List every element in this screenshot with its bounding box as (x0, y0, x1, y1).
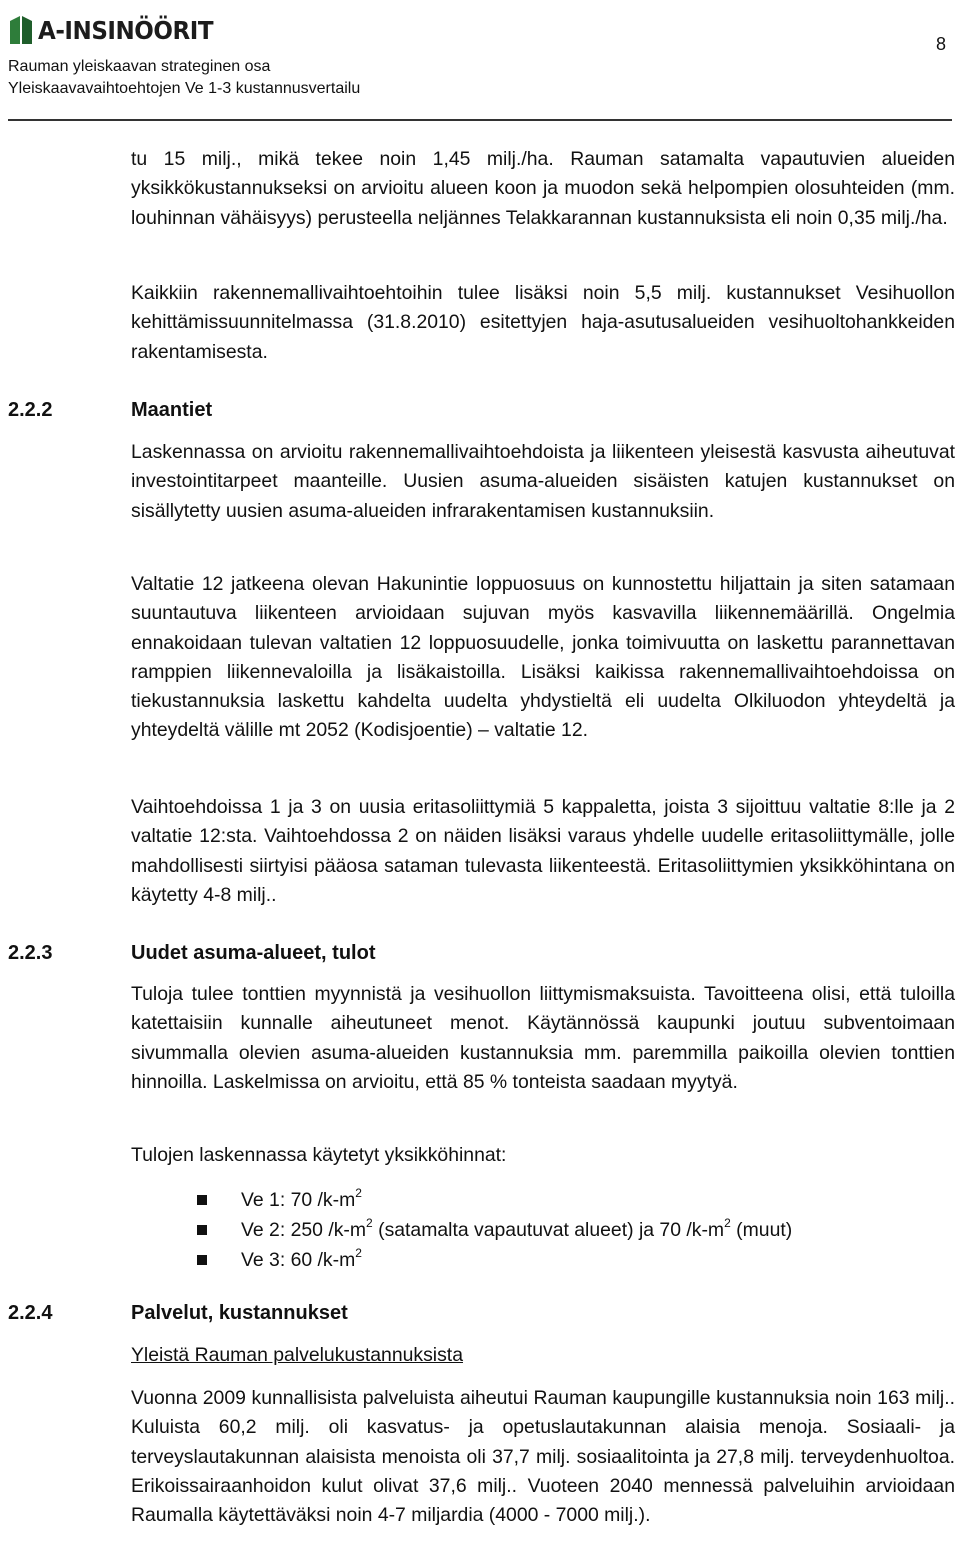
paragraph: Valtatie 12 jatkeena olevan Hakunintie loppuosuus on kunnostettu hiljattain ja siten satamaan suuntautuva liikenteen arvioidaan sujuvan myös kasvavilla liikennemäärillä. Ongelmia ennakoidaan tulevan valtatien 12 loppuosuudelle, jonka toimivuutta on laskettu parannettavan ramppien liikennevaloilla ja lisäkaistoilla. Lisäksi kaikissa rakennemallivaihtoehdoissa on tiekustannuksia laskettu kahdelta uudelta yhdystieltä eli uudelta Olkiluodon yhteydeltä ja yhteydeltä välille mt 2052 (Kodisjoentie) – valtatie 12. (131, 573, 955, 742)
list-item: Ve 1: 70 $/k-m^2$ (197, 1185, 792, 1215)
section-title: Maantiet (131, 399, 213, 421)
paragraph: Laskennassa on arvioitu rakennemallivaihtoehdoista ja liikenteen yleisestä kasvusta aiheutuvat investointitarpeet maanteille. Uusien asuma-alueiden sisäisten katujen kustannukset on sisällytetty uusien asuma-alueiden infrarakentamisen kustannuksiin. (131, 441, 955, 522)
page-number: 8 (935, 34, 946, 54)
section-title: Palvelut, kustannukset (131, 1302, 348, 1324)
price-list (197, 1185, 792, 1275)
subsection-title: Yleistä Rauman palvelukustannuksista (131, 1344, 463, 1366)
paragraph: Kaikkiin rakennemallivaihtoehtoihin tulee lisäksi noin 5,5 milj. kustannukset Vesihuollon kehittämissuunnitelmassa (31.8.2010) esitettyjen haja-asutusalueiden vesihuoltohankkeiden rakentamisesta. (131, 282, 955, 363)
paragraph: Tulojen laskennassa käytetyt yksikköhinnat: (131, 1144, 507, 1166)
logo-text: A-INSINÖÖRIT (38, 15, 214, 45)
square-bullet-icon (197, 1195, 207, 1205)
section-number: 2.2.3 (8, 942, 53, 964)
list-item: Ve 2: 250 $/k-m^2$ (satamalta vapautuvat alueet) ja 70 $/k-m^2$ (muut) (197, 1215, 792, 1245)
paragraph: tu 15 milj., mikä tekee noin 1,45 milj./ha. Rauman satamalta vapautuvien alueiden yksikkökustannukseksi on arvioitu alueen koon ja muodon sekä helpompien olosuhteiden (mm. louhinnan vähäisyys) perusteella neljännes Telakkarannan kustannuksista eli noin 0,35 milj./ha. (131, 148, 955, 229)
paragraph: Vaihtoehdoissa 1 ja 3 on uusia eritasoliittymiä 5 kappaletta, joista 3 sijoittuu valtatie 8:lle ja 2 valtatie 12:sta. Vaihtoehdossa 2 on näiden lisäksi varaus yhdelle uudelle eritasoliittymälle, jolle mahdollisesti siirtyisi pääosa sataman tulevasta liikenteestä. Eritasoliittymien yksikköhintana on käytetty 4-8 milj.. (131, 796, 955, 906)
header-divider (8, 119, 952, 121)
document-title: Rauman yleiskaavan strateginen osa (8, 58, 271, 75)
document-subtitle: Yleiskaavavaihtoehtojen Ve 1-3 kustannusvertailu (8, 80, 361, 97)
logo-mark-icon (8, 15, 34, 45)
square-bullet-icon (197, 1255, 207, 1265)
section-title: Uudet asuma-alueet, tulot (131, 942, 376, 964)
section-number: 2.2.2 (8, 399, 53, 421)
company-logo (8, 14, 228, 46)
paragraph: Vuonna 2009 kunnallisista palveluista aiheutui Rauman kaupungille kustannuksia noin 163 milj.. Kuluista 60,2 milj. oli kasvatus- ja opetuslautakunnan alaisia menoja. Sosiaali- ja terveyslautakunnan alaisista menoista oli 37,7 milj. sosiaalitointa ja 27,8 milj. terveydenhuoltoa. Erikoissairaanhoidon kulut olivat 37,6 milj.. Vuoteen 2040 mennessä palveluihin arvioidaan Raumalla käytettäväksi noin 4-7 miljardia (4000 - 7000 milj.). (131, 1387, 955, 1527)
page-header (0, 0, 960, 120)
paragraph: Tuloja tulee tonttien myynnistä ja vesihuollon liittymismaksuista. Tavoitteena olisi, että tuloilla katettaisiin kunnalle aiheutuneet menot. Käytännössä kaupunki joutuu subventoimaan sivummalla olevien asuma-alueiden kustannuksia mm. paremmilla paikoilla olevien tonttien hinnoilla. Laskelmissa on arvioitu, että 85 % tonteista saadaan myytyä. (131, 983, 955, 1093)
section-number: 2.2.4 (8, 1302, 53, 1324)
square-bullet-icon (197, 1225, 207, 1235)
list-item: Ve 3: 60 $/k-m^2$ (197, 1245, 792, 1275)
